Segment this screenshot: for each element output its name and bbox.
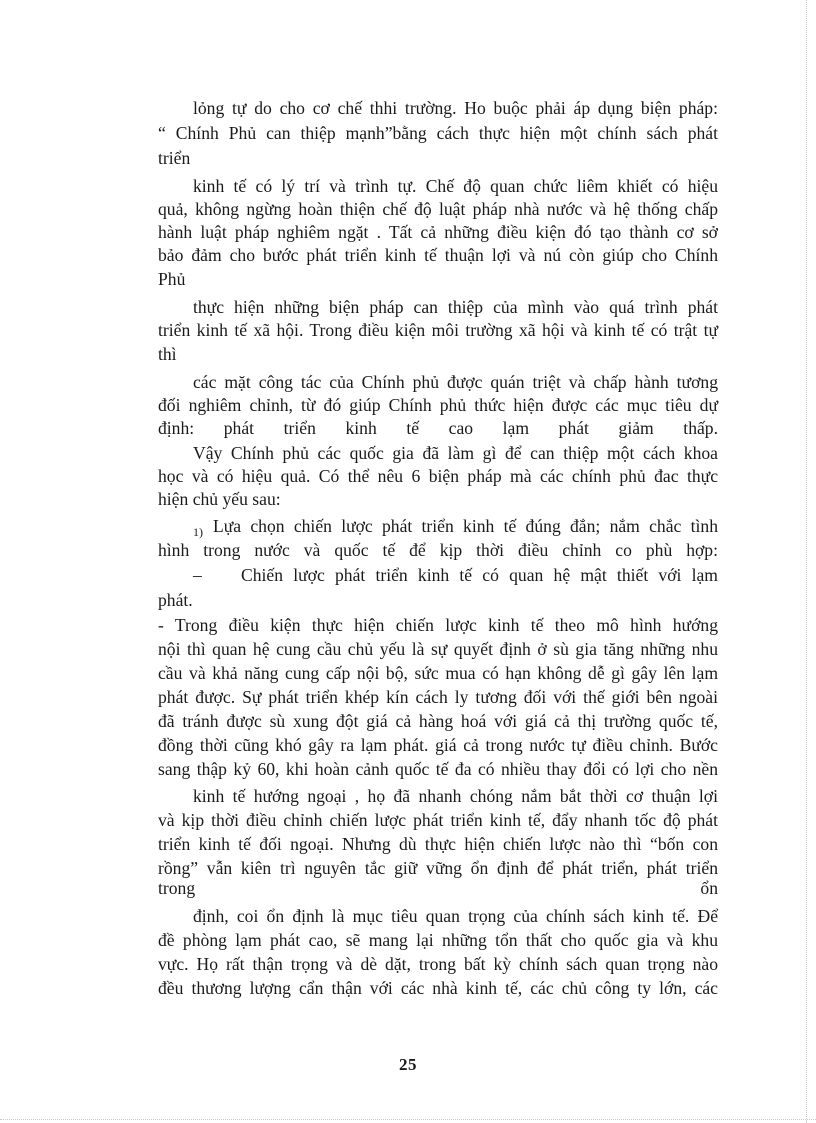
text-line: hành luật pháp nghiêm ngặt . Tất cả những điều kiện đó tạo thành cơ sở [158,222,718,242]
list-item [193,563,718,587]
text-line: đối nghiêm chỉnh, từ đó giúp Chính phủ thức hiện được các mục tiêu dự [158,395,718,415]
text-line: bảo đảm cho bước phát triển kinh tế thuận lợi và nú còn giúp cho Chính [158,245,718,265]
text-line: Chiến lược phát triển kinh tế có quan hệ mật thiết với lạm [241,565,718,585]
text-line: định, coi ổn định là mục tiêu quan trọng của chính sách kinh tế. Để [193,906,718,926]
text-line: Vậy Chính phủ các quốc gia đã làm gì để can thiệp một cách khoa [193,443,718,463]
text-line: thực hiện những biện pháp can thiệp của mình vào quá trình phát [193,297,718,317]
text-line: định: phát triển kinh tế cao lạm phát giảm thấp. [158,418,718,438]
text-line: nội thì quan hệ cung cầu chủ yếu là sự quyết định ở sù gia tăng những nhu [158,639,718,659]
text-line: đề phòng lạm phát cao, sẽ mang lại những tổn thất cho quốc gia và khu [158,930,718,950]
page-border-bottom [0,1119,816,1120]
text-line: Phủ [158,269,186,289]
text-line: lỏng tự do cho cơ chế thhi trường. Ho buộc phải áp dụng biện pháp: [193,98,718,118]
text-line: triển [158,148,191,168]
text-line: “ Chính Phủ can thiệp mạnh”bằng cách thực hiện một chính sách phát [158,123,718,143]
dash-marker: – [193,565,202,585]
text-line: kinh tế có lý trí và trình tự. Chế độ quan chức liêm khiết có hiệu [193,176,718,196]
text-line: sang thập kỷ 60, khi hoàn cảnh quốc tế đa có nhiều thay đổi có lợi cho nền [158,759,718,779]
text-line: đã tránh được sù xung đột giá cả hàng hoá với giá cả thị trường quốc tế, [158,711,718,731]
text-line: kinh tế hướng ngoại , họ đã nhanh chóng nắm bắt thời cơ thuận lợi [193,786,718,806]
text-line: hình trong nước và quốc tế để kịp thời điều chỉnh co phù hợp: [158,540,718,560]
text-line: triển kinh tế xã hội. Trong điều kiện môi trường xã hội và kinh tế có trật tự [158,320,718,340]
text-line: rồng” vẫn kiên trì nguyên tắc giữ vững ổn định để phát triển, phát triển [158,858,718,878]
text-line: hiện chủ yếu sau: [158,489,281,509]
list-number: 1) [193,525,203,539]
list-item [193,514,718,540]
text-line: Lựa chọn chiến lược phát triển kinh tế đúng đắn; nắm chắc tình [213,516,718,536]
text-line: phát được. Sự phát triển khép kín cách ly tương đối với thế giới bên ngoài [158,687,718,707]
text-line [158,876,718,900]
text-line: và kịp thời điều chỉnh chiến lược phát triển kinh tế, đẩy nhanh tốc độ phát [158,810,718,830]
text-line: quả, không ngừng hoàn thiện chế độ luật pháp nhà nước và hệ thống chấp [158,199,718,219]
text-line: đều thương lượng cẩn thận với các nhà kinh tế, các chủ công ty lớn, các [158,978,718,998]
text-line: các mặt công tác của Chính phủ được quán triệt và chấp hành tương [193,372,718,392]
text-line: phát. [158,590,193,610]
text-line: triển kinh tế đối ngoại. Nhưng dù thực hiện chiến lược nào thì “bốn con [158,834,718,854]
page-number: 25 [399,1055,417,1074]
text-line: - Trong điều kiện thực hiện chiến lược kinh tế theo mô hình hướng [158,615,718,635]
text-line: vực. Họ rất thận trọng và dè dặt, trong bất kỳ chính sách quan trọng nào [158,954,718,974]
text-fragment: trong [158,878,196,898]
text-line: học và có hiệu quả. Có thể nêu 6 biện pháp mà các chính phủ đac thực [158,466,718,486]
text-line: cầu và khả năng cung cấp nội bộ, sức mua có hạn không dễ gì gây lên lạm [158,663,718,683]
text-line: đồng thời cũng khó gây ra lạm phát. giá cả trong nước tự điều chỉnh. Bước [158,735,718,755]
page-border-right [806,0,807,1123]
text-line: thì [158,344,177,364]
text-fragment: ổn [700,878,718,898]
